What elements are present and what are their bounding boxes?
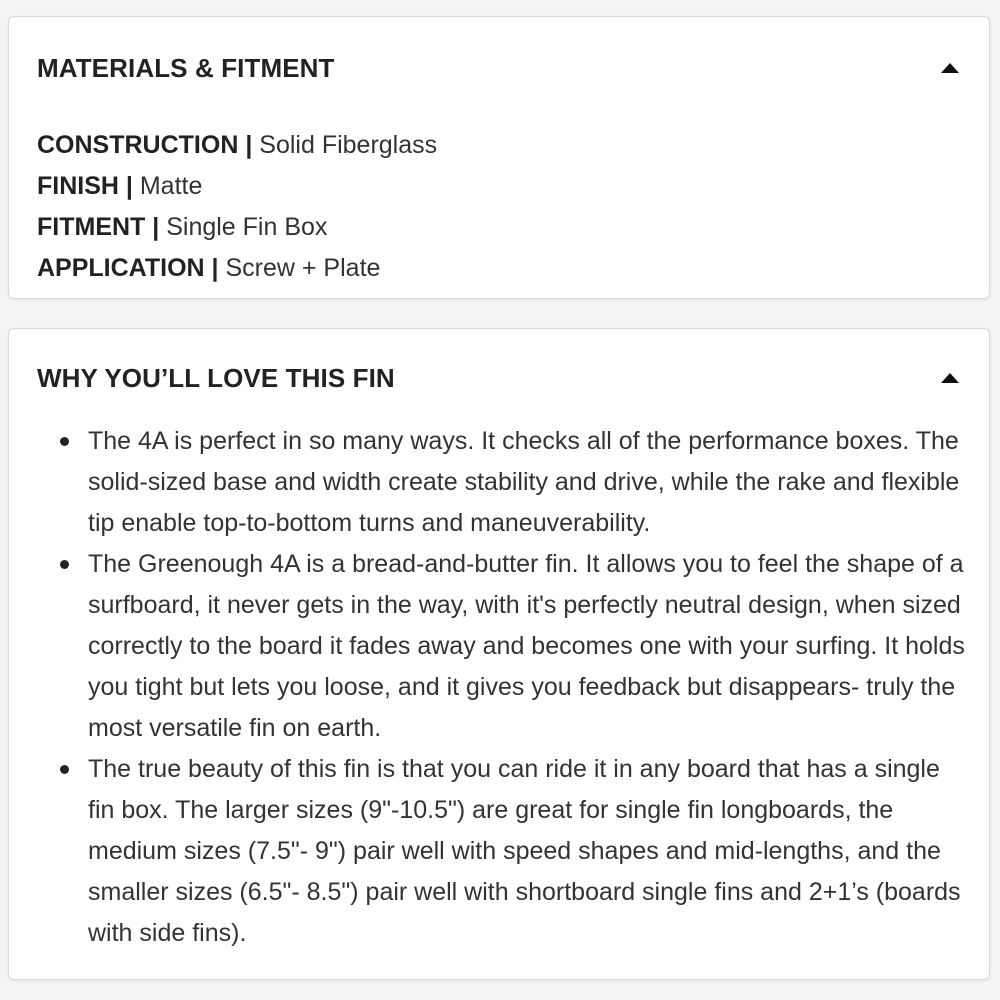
spec-separator: |	[238, 131, 260, 159]
spec-row-fitment	[37, 207, 437, 248]
spec-value: Single Fin Box	[166, 213, 328, 241]
reasons-list	[37, 421, 967, 954]
spec-value: Matte	[139, 172, 203, 200]
materials-fitment-toggle[interactable]	[37, 53, 961, 83]
spec-separator: |	[118, 172, 140, 200]
materials-fitment-panel	[8, 16, 990, 299]
spec-label: FITMENT	[37, 213, 146, 241]
why-love-title: WHY YOU’LL LOVE THIS FIN	[37, 362, 395, 393]
list-item: The true beauty of this fin is that you can ride it in any board that has a single fin box. The larger sizes (9"-10.5") are great for single fin longboards, the medium sizes (7.5"- 9") pair well with speed shapes and mid-lengths, and the smaller sizes (6.5"- 8.5") pair well with shortboard single fins and 2+1’s (boards with side fins).	[88, 749, 967, 954]
caret-up-icon[interactable]	[941, 63, 959, 73]
list-item: The 4A is perfect in so many ways. It checks all of the performance boxes. The solid-sized base and width create stability and drive, while the rake and flexible tip enable top-to-bottom turns and maneuverability.	[88, 421, 967, 544]
caret-up-icon[interactable]	[941, 373, 959, 383]
spec-label: APPLICATION	[37, 254, 205, 282]
materials-fitment-title: MATERIALS & FITMENT	[37, 52, 335, 83]
spec-row-finish	[37, 166, 437, 207]
list-item: The Greenough 4A is a bread-and-butter fin. It allows you to feel the shape of a surfboard, it never gets in the way, with it's perfectly neutral design, when sized correctly to the board it fades away and becomes one with your surfing. It holds you tight but lets you loose, and it gives you feedback but disappears- truly the most versatile fin on earth.	[88, 544, 967, 749]
spec-separator: |	[204, 254, 226, 282]
spec-label: FINISH	[37, 172, 119, 200]
spec-value: Screw + Plate	[225, 254, 381, 282]
spec-label: CONSTRUCTION	[37, 131, 239, 159]
why-love-toggle[interactable]	[37, 363, 961, 393]
spec-row-construction	[37, 125, 437, 166]
spec-list	[37, 125, 437, 289]
spec-separator: |	[145, 213, 167, 241]
spec-row-application	[37, 248, 437, 289]
spec-value: Solid Fiberglass	[259, 131, 438, 159]
why-love-panel	[8, 328, 990, 980]
